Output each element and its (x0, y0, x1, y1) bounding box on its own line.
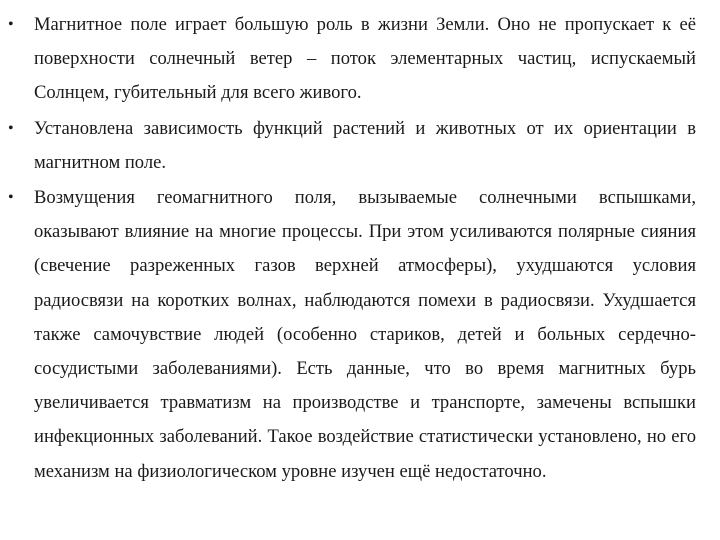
bullet-marker: • (8, 16, 14, 33)
bullet-list (8, 8, 696, 489)
bullet-marker: • (8, 189, 14, 207)
bullet-text: Возмущения геомагнитного поля, вызываемые солнечными вспышками, оказывают влияние на многие процессы. При этом усиливаются полярные сияния (свечение разреженных газов верхней атмосферы), ухудшаются условия радиосвязи на коротких волнах, наблюдаются помехи в радиосвязи. Ухудшается также самочувствие людей (особенно стариков, детей и больных сердечно-сосудистыми заболеваниями). Есть данные, что во время магнитных бурь увеличивается травматизм на производстве и транспорте, замечены вспышки инфекционных заболеваний. Такое воздействие статистически установлено, но его механизм на физиологическом уровне изучен ещё недостаточно. (34, 187, 696, 482)
bullet-marker: • (8, 119, 14, 137)
bullet-item-geomagnetic-disturbances (8, 181, 696, 489)
bullet-text: Магнитное поле играет большую роль в жизни Земли. Оно не пропускает к её поверхности солнечный ветер – поток элементарных частиц, испускаемый Солнцем, губительный для всего живого. (34, 14, 696, 104)
bullet-item-magnetic-field-role (8, 8, 696, 111)
bullet-text: Установлена зависимость функций растений и животных от их ориентации в магнитном поле. (34, 117, 696, 173)
bullet-item-orientation-dependence (8, 112, 696, 180)
